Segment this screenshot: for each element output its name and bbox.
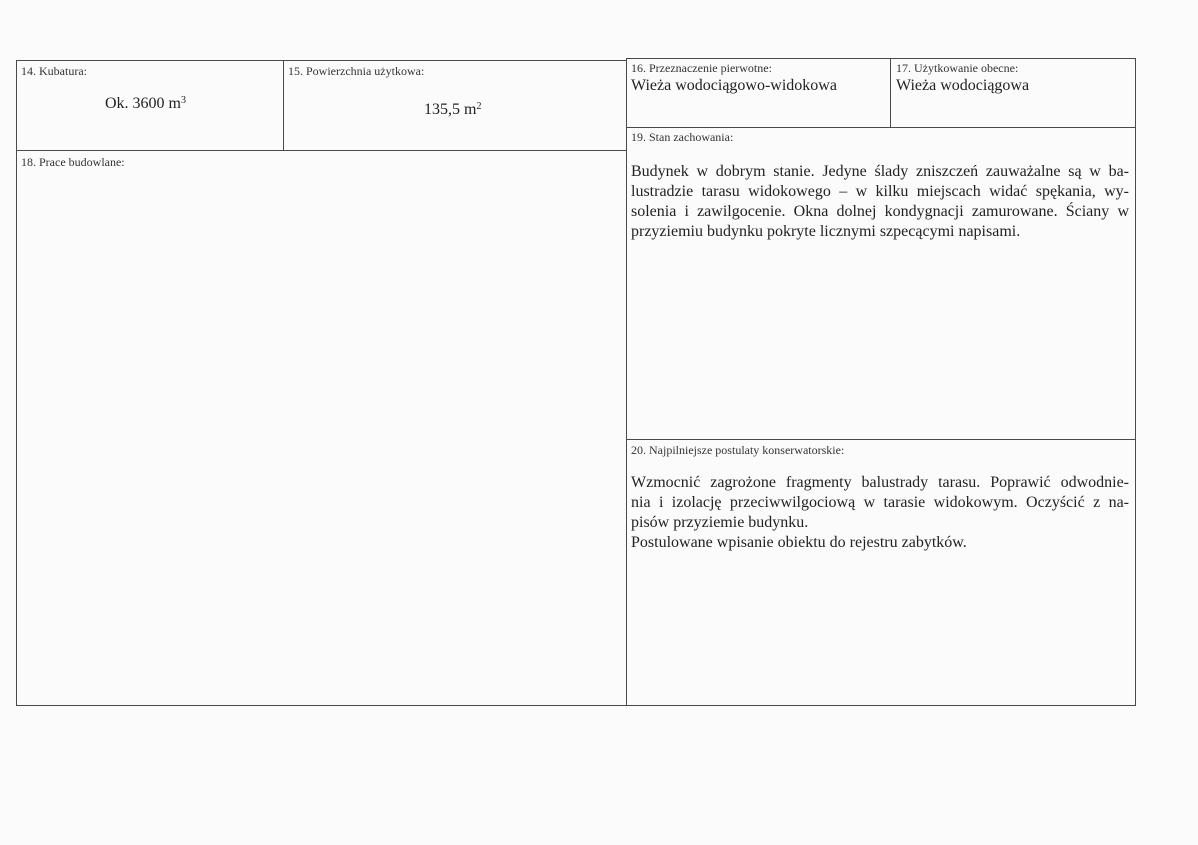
powierzchnia-unit-exponent: 2 (476, 101, 482, 112)
uzytkowanie-label: 17. Użytkowanie obecne: (896, 61, 1019, 75)
kubatura-label: 14. Kubatura: (21, 64, 87, 78)
right-outer-border (1135, 58, 1136, 706)
prace-label: 18. Prace budowlane: (21, 155, 125, 169)
powierzchnia-number: 135,5 m (424, 101, 477, 118)
uzytkowanie-value: Wieża wodociągowa (896, 77, 1030, 94)
left-outer-border (16, 60, 17, 706)
right-top-border (626, 58, 1136, 59)
right-row2-border (626, 439, 1136, 440)
przeznaczenie-value: Wieża wodociągowo-widokowa (631, 77, 837, 94)
postulaty-line: Postulowane wpisanie obiektu do rejestru zabytków. (631, 534, 967, 551)
stan-label: 19. Stan zachowania: (631, 130, 734, 144)
right-row1-border (626, 127, 1136, 128)
postulaty-line: Wzmocnić zagrożone fragmenty balustrady tarasu. Poprawić odwodnie- (631, 474, 1129, 491)
left-top-border (16, 60, 627, 61)
postulaty-line: nia i izolację przeciwwilgociową w tarasie widokowym. Oczyścić z na- (631, 494, 1129, 511)
stan-line: solenia i zawilgocenie. Okna dolnej kondygnacji zamurowane. Ściany w (631, 203, 1129, 220)
przeznaczenie-label: 16. Przeznaczenie pierwotne: (631, 61, 772, 75)
powierzchnia-value (424, 100, 481, 120)
kubatura-unit-exponent: 3 (181, 95, 186, 106)
left-mid-border (16, 150, 627, 151)
kubatura-number: Ok. 3600 m (105, 95, 181, 112)
postulaty-text (631, 473, 1129, 553)
powierzchnia-label: 15. Powierzchnia użytkowa: (288, 64, 425, 78)
cell-14-15-divider (283, 60, 284, 151)
stan-line: lustradzie tarasu widokowego – w kilku miejscach widać spękania, wy- (631, 183, 1129, 200)
stan-text (631, 162, 1129, 242)
kubatura-value (105, 94, 186, 114)
cell-16-17-divider (890, 58, 891, 128)
stan-line: Budynek w dobrym stanie. Jedyne ślady zniszczeń zauważalne są w ba- (631, 163, 1129, 180)
postulaty-label: 20. Najpilniejsze postulaty konserwatorskie: (631, 443, 845, 457)
stan-line: przyziemiu budynku pokryte licznymi szpecącymi napisami. (631, 223, 1021, 240)
center-divider (626, 58, 627, 706)
postulaty-line: pisów przyziemie budynku. (631, 514, 809, 531)
bottom-border (16, 705, 1136, 706)
